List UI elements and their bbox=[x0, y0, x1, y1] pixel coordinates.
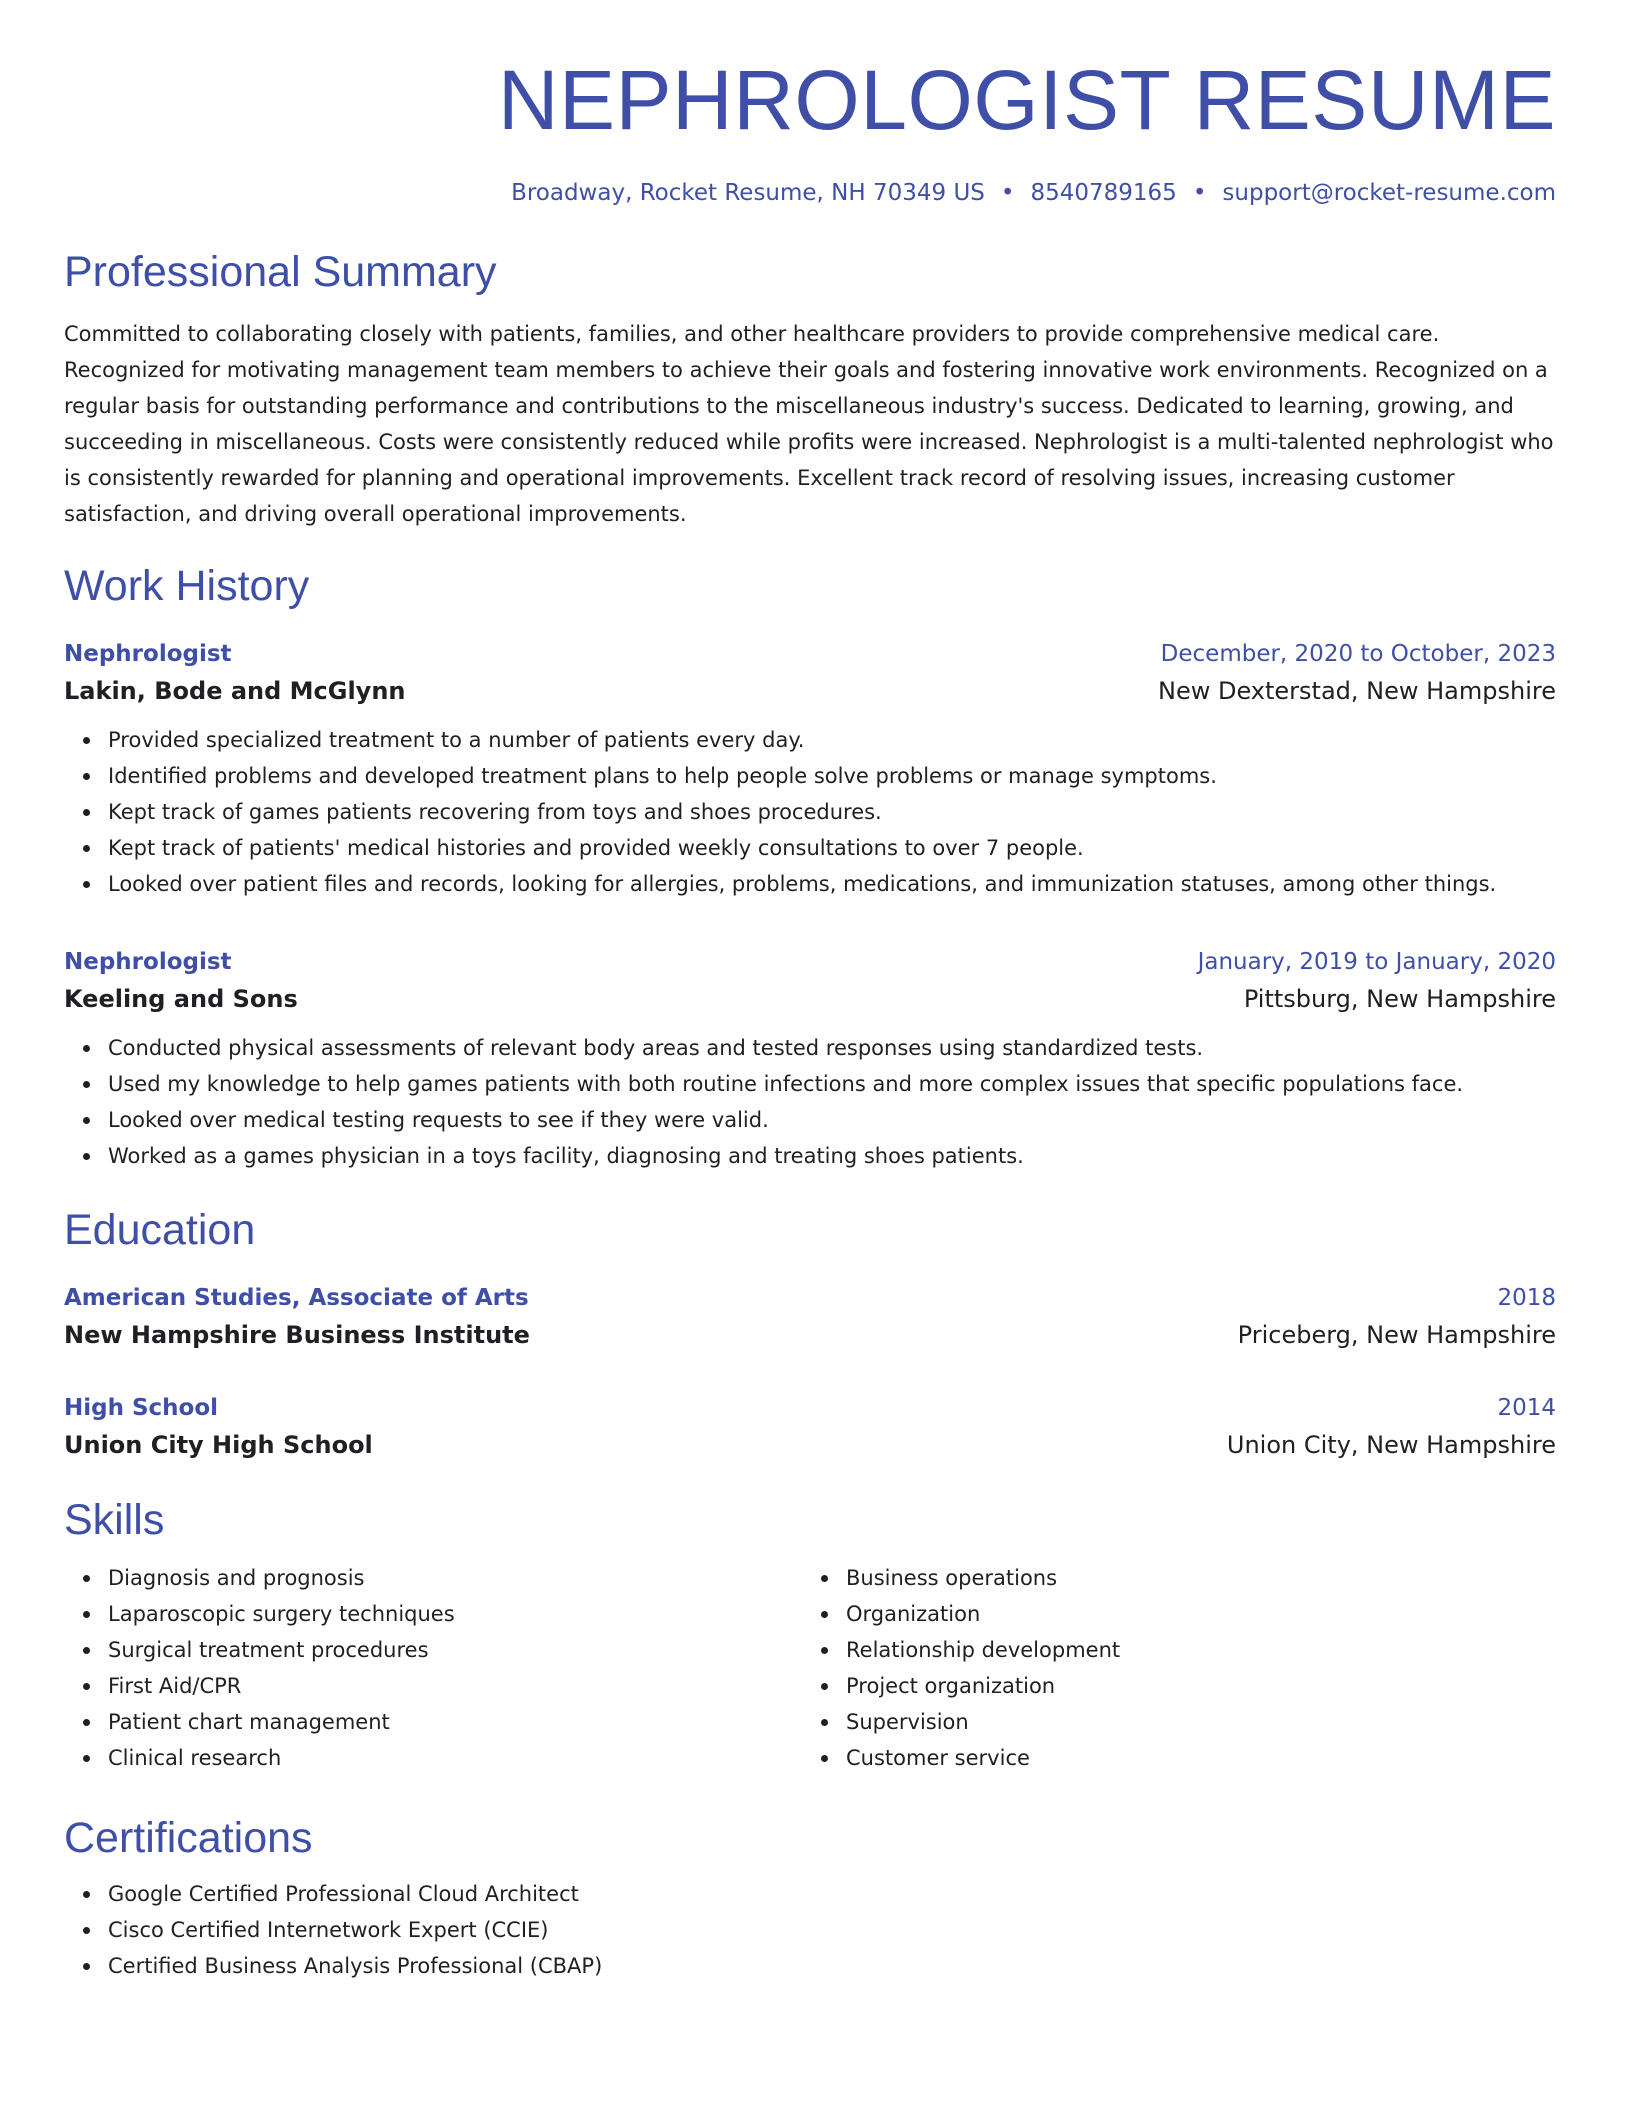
skill-item: Surgical treatment procedures bbox=[108, 1632, 802, 1668]
section-heading-summary: Professional Summary bbox=[64, 248, 497, 296]
skill-item: Diagnosis and prognosis bbox=[108, 1560, 802, 1596]
skills-list-right bbox=[802, 1560, 1556, 1776]
resume-page bbox=[64, 52, 1556, 1984]
job-bullet: Conducted physical assessments of relevant body areas and tested responses using standardized tests. bbox=[108, 1030, 1556, 1066]
contact-line bbox=[64, 178, 1556, 208]
skill-item: First Aid/CPR bbox=[108, 1668, 802, 1704]
job-bullet: Kept track of patients' medical histories and provided weekly consultations to over 7 people. bbox=[108, 830, 1556, 866]
job-bullet: Used my knowledge to help games patients with both routine infections and more complex issues that specific populations face. bbox=[108, 1066, 1556, 1102]
job-bullet: Worked as a games physician in a toys facility, diagnosing and treating shoes patients. bbox=[108, 1138, 1556, 1174]
education-entry bbox=[64, 1390, 1556, 1464]
contact-separator: • bbox=[1000, 180, 1015, 206]
resume-header bbox=[64, 52, 1556, 208]
job-title: Nephrologist bbox=[64, 949, 232, 975]
job-location: Pittsburg, New Hampshire bbox=[1243, 985, 1556, 1013]
education-entry bbox=[64, 1280, 1556, 1354]
summary-section bbox=[64, 246, 1556, 532]
job-dates: December, 2020 to October, 2023 bbox=[1160, 641, 1556, 667]
job-entry bbox=[64, 944, 1556, 1174]
job-bullet: Identified problems and developed treatment plans to help people solve problems or manage symptoms. bbox=[108, 758, 1556, 794]
skill-item: Organization bbox=[846, 1596, 1556, 1632]
section-heading-education: Education bbox=[64, 1206, 256, 1254]
education-section bbox=[64, 1204, 1556, 1464]
skills-list-left bbox=[64, 1560, 802, 1776]
skill-item: Clinical research bbox=[108, 1740, 802, 1776]
work-history-section bbox=[64, 560, 1556, 1174]
education-school: Union City High School bbox=[64, 1431, 373, 1459]
contact-phone[interactable]: 8540789165 bbox=[1030, 180, 1177, 206]
education-school: New Hampshire Business Institute bbox=[64, 1321, 530, 1349]
contact-email[interactable]: support@rocket-resume.com bbox=[1222, 180, 1556, 206]
education-year: 2014 bbox=[1497, 1395, 1556, 1421]
skill-item: Supervision bbox=[846, 1704, 1556, 1740]
certification-item: Cisco Certified Internetwork Expert (CCIE) bbox=[108, 1912, 1556, 1948]
skill-item: Patient chart management bbox=[108, 1704, 802, 1740]
skills-section bbox=[64, 1494, 1556, 1776]
certification-item: Certified Business Analysis Professional (CBAP) bbox=[108, 1948, 1556, 1984]
skills-grid bbox=[64, 1560, 1556, 1776]
job-dates: January, 2019 to January, 2020 bbox=[1197, 949, 1556, 975]
job-bullets bbox=[64, 722, 1556, 902]
section-heading-certifications: Certifications bbox=[64, 1814, 313, 1862]
education-location: Union City, New Hampshire bbox=[1226, 1431, 1556, 1459]
skill-item: Project organization bbox=[846, 1668, 1556, 1704]
education-location: Priceberg, New Hampshire bbox=[1237, 1321, 1556, 1349]
certifications-section bbox=[64, 1812, 1556, 1984]
job-location: New Dexterstad, New Hampshire bbox=[1158, 677, 1556, 705]
skill-item: Business operations bbox=[846, 1560, 1556, 1596]
contact-separator: • bbox=[1192, 180, 1207, 206]
certifications-list bbox=[64, 1876, 1556, 1984]
job-bullet: Looked over patient files and records, looking for allergies, problems, medications, and immunization statuses, among other things. bbox=[108, 866, 1556, 902]
job-bullet: Kept track of games patients recovering from toys and shoes procedures. bbox=[108, 794, 1556, 830]
section-heading-skills: Skills bbox=[64, 1496, 165, 1544]
education-degree: American Studies, Associate of Arts bbox=[64, 1285, 529, 1311]
education-year: 2018 bbox=[1497, 1285, 1556, 1311]
section-heading-work: Work History bbox=[64, 562, 310, 610]
job-bullets bbox=[64, 1030, 1556, 1174]
job-title: Nephrologist bbox=[64, 641, 232, 667]
job-entry bbox=[64, 636, 1556, 902]
job-bullet: Looked over medical testing requests to see if they were valid. bbox=[108, 1102, 1556, 1138]
job-company: Keeling and Sons bbox=[64, 985, 298, 1013]
resume-title: NEPHROLOGIST RESUME bbox=[497, 53, 1556, 147]
job-company: Lakin, Bode and McGlynn bbox=[64, 677, 406, 705]
contact-address: Broadway, Rocket Resume, NH 70349 US bbox=[511, 180, 985, 206]
job-bullet: Provided specialized treatment to a number of patients every day. bbox=[108, 722, 1556, 758]
education-degree: High School bbox=[64, 1395, 219, 1421]
summary-text: Committed to collaborating closely with patients, families, and other healthcare providers to provide comprehensive medical care. Recognized for motivating management team members to achieve their goals and fostering innovative work environments. Recognized on a regular basis for outstanding performance and contributions to the miscellaneous industry's success. Dedicated to learning, growing, and succeeding in miscellaneous. Costs were consistently reduced while profits were increased. Nephrologist is a multi-talented nephrologist who is consistently rewarded for planning and operational improvements. Excellent track record of resolving issues, increasing customer satisfaction, and driving overall operational improvements. bbox=[64, 322, 1554, 526]
skill-item: Relationship development bbox=[846, 1632, 1556, 1668]
skill-item: Customer service bbox=[846, 1740, 1556, 1776]
skill-item: Laparoscopic surgery techniques bbox=[108, 1596, 802, 1632]
certification-item: Google Certified Professional Cloud Architect bbox=[108, 1876, 1556, 1912]
